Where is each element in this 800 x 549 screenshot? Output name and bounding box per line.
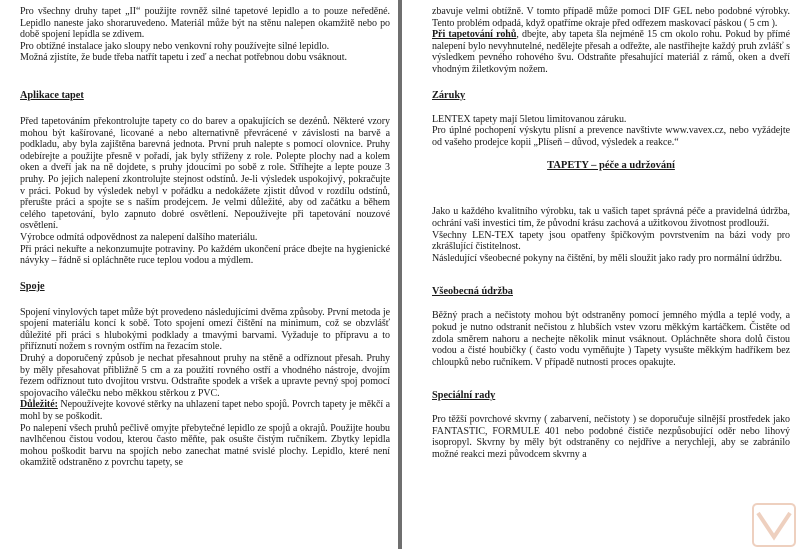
paragraph: Před tapetováním překontrolujte tapety co do barev a opakujících se dezénů. Některé vzory mohou být kašírované, licované a nebo alternativně převrácené v závislosti na barvě a podkladu, aby byla zajištěna barevná jednota. První pruh nalepte s pomocí olovnice. Pruhy odebírejte a použijte přesně v pořadí, jak byly stříženy z role. Polepte plochy nad a kolem oken a dveří jak na ně dojdete, s pruhy jdoucími po sobě z role. Stříhejte a lepte pouze 3 pruhy. Po jejich nalepení zkontrolujte stejnost odstínů. Je-li výsledek uspokojivý, pokračujte v práci. Pokud by výsledek nebyl v pořádku a nedokážete zjistit důvod v rozdílu odstínů, přerušte práci a spojte se s naším prodejcem. Je velmi důležité, aby od začátku a během celého tapetování, bylo zapnuto dobré osvětlení. Nepoužívejte při tapetování nouzové osvětlení.	[20, 115, 390, 232]
aplikace-block	[20, 116, 390, 267]
paragraph: Jako u každého kvalitního výrobku, tak u vašich tapet správná péče a pravidelná údržba, ochrání vaši investici tím, že původní krásu zachová a užitkovou životnost prodlouží.	[432, 206, 790, 229]
paragraph: Při práci nekuřte a nekonzumujte potraviny. Po každém ukončení práce dbejte na hygienické návyky – řádně si opláchněte ruce teplou vodou a mýdlem.	[20, 243, 390, 267]
paragraph: Po nalepení všech pruhů pečlivě omyjte přebytečné lepidlo ze spojů a okrajů. Použijte houbu navlhčenou čistou vodou, kterou často měňte, pak osušte čistým ručníkem. Zbytky lepidla mohou poškodit barvu na spojích nebo zanechat matné svislé plochy. Lepidlo, které není okamžitě odstraněno z povrchu tapety, se	[20, 422, 390, 469]
section-heading-aplikace: Aplikace tapet	[20, 89, 84, 101]
paragraph: Pro těžší povrchové skvrny ( zabarvení, nečistoty ) se doporučuje silnější prostředek jako FANTASTIC, FORMULE 401 nebo podobné čističe nezpůsobující oděr nebo lihový isopropyl. Skvrny by měly být odstraněny co nejdříve a nerychleji, aby se zabránilo možné reakci mezi původcem skvrny a	[432, 414, 790, 461]
rohy-label: Při tapetování rohů	[432, 29, 517, 41]
watermark-logo-icon	[752, 503, 796, 547]
paragraph: LENTEX tapety mají 5letou limitovanou záruku.	[432, 113, 627, 125]
document-page-left	[0, 0, 398, 549]
section-heading-udrzba: Všeobecná údržba	[432, 286, 513, 298]
rohy-paragraph	[432, 29, 790, 75]
dulezite-label: Důležité:	[20, 399, 58, 411]
pece-block	[432, 206, 790, 264]
paragraph: zbavuje velmi obtížně. V tomto případě může pomoci DIF GEL nebo podobné výrobky. Tento problém odpadá, když opatříme okraje před odřezem maskovací páskou ( 5 cm ).	[432, 6, 790, 29]
paragraph: Následující všeobecné pokyny na čištění, by měli sloužit jako rady pro normální údržbu.	[432, 252, 783, 264]
spoje-block	[20, 307, 390, 469]
paragraph: Pro všechny druhy tapet „II“ použijte rovněž silné tapetové lepidlo a to pouze neředěné. Lepidlo naneste jako shoraruvedeno. Materiál může být na stěnu nalepen okamžitě nebo po době spojení lepidla se zdivem.	[20, 6, 390, 41]
section-heading-specialni: Speciální rady	[432, 390, 496, 402]
paragraph: Všechny LEN-TEX tapety jsou opatřeny špičkovým povrstvením na bázi vody pro zkrášlující čistitelnost.	[432, 229, 790, 253]
care-title: TAPETY – péče a udržování	[547, 160, 675, 172]
document-page-right	[402, 0, 800, 549]
paragraph: Druhý a doporučený způsob je nechat přesahnout pruhy na stěně a odříznout přesah. Pruhy by měly přesahovat přibližně 5 cm a za použití rovného ostří a vhodného nástroje, dvojím řezem odříznout tuto dvojitou vrstvu. Odstraňte spodek a vršek a upravte pevný spoj pomocí spojovacího válečku nebo měkkou stěrkou z PVC.	[20, 353, 390, 399]
dulezite-paragraph	[20, 399, 390, 422]
paragraph: Výrobce odmítá odpovědnost za nalepení dalšího materiálu.	[20, 231, 258, 243]
specialni-block	[432, 414, 790, 460]
section-heading-zaruky: Záruky	[432, 89, 466, 101]
paragraph: Běžný prach a nečistoty mohou být odstraněny pomocí jemného mýdla a teplé vody, a pokud je nutno odstranit nečistou z hlubších vstev vzoru měkkým kartáčkem. Čistěte od zdola směrem nahoru a nechejte několik minut vsáknout. Opláchněte shora dolů čistou vodou a čisté houbičky ( často vodu vyměňujte ) Tapety vysušte měkkým hadříkem bez chloupků nebo ručníkem. V případě nutnosti proces opakujte.	[432, 310, 790, 368]
rohy-text: , dbejte, aby tapeta šla nejméně 15 cm okolo rohu. Pokud by přímé nalepení bylo nevyhnutelné, nedělejte přesah a odřežte, ale nastřihejte každý pruh zvlášť s výsledkem pevného rohového švu. Odstraňte přesahující materiál z rámů, oken a dveří vhodným žiletkovým nožem.	[432, 29, 790, 75]
section-heading-spoje: Spoje	[20, 280, 45, 292]
intro-block	[20, 6, 390, 64]
paragraph: Pro úplné pochopení výskytu plísní a prevence navštivte www.vavex.cz, nebo vyžádejte od vašeho prodejce kopii „Plíseň – důvod, výsledek a reakce.“	[432, 125, 790, 148]
paragraph: Spojení vinylových tapet může být provedeno následujícími dvěma způsoby. První metoda je spojení materiálu koncí k sobě. Toto spojení omezí čištění na minimum, což se obzvlášť důležité při práci s hlubokými podklady a tmavými barvami. Vyžaduje to přípravu a to přiříznutí nožem s rovným ostřím na řezacím stole.	[20, 306, 390, 353]
dulezite-text: Nepoužívejte kovové stěrky na uhlazení tapet nebo spojů. Povrch tapety je měkčí a mohl by se poškodit.	[20, 399, 390, 423]
udrzba-block	[432, 310, 790, 368]
paragraph: Pro obtížné instalace jako sloupy nebo venkovní rohy používejte silné lepidlo.	[20, 40, 330, 52]
paragraph: Možná zjistíte, že bude třeba natřít tapetu i zeď a nechat potřebnou dobu vsáknout.	[20, 52, 347, 64]
zaruky-block	[432, 114, 790, 149]
